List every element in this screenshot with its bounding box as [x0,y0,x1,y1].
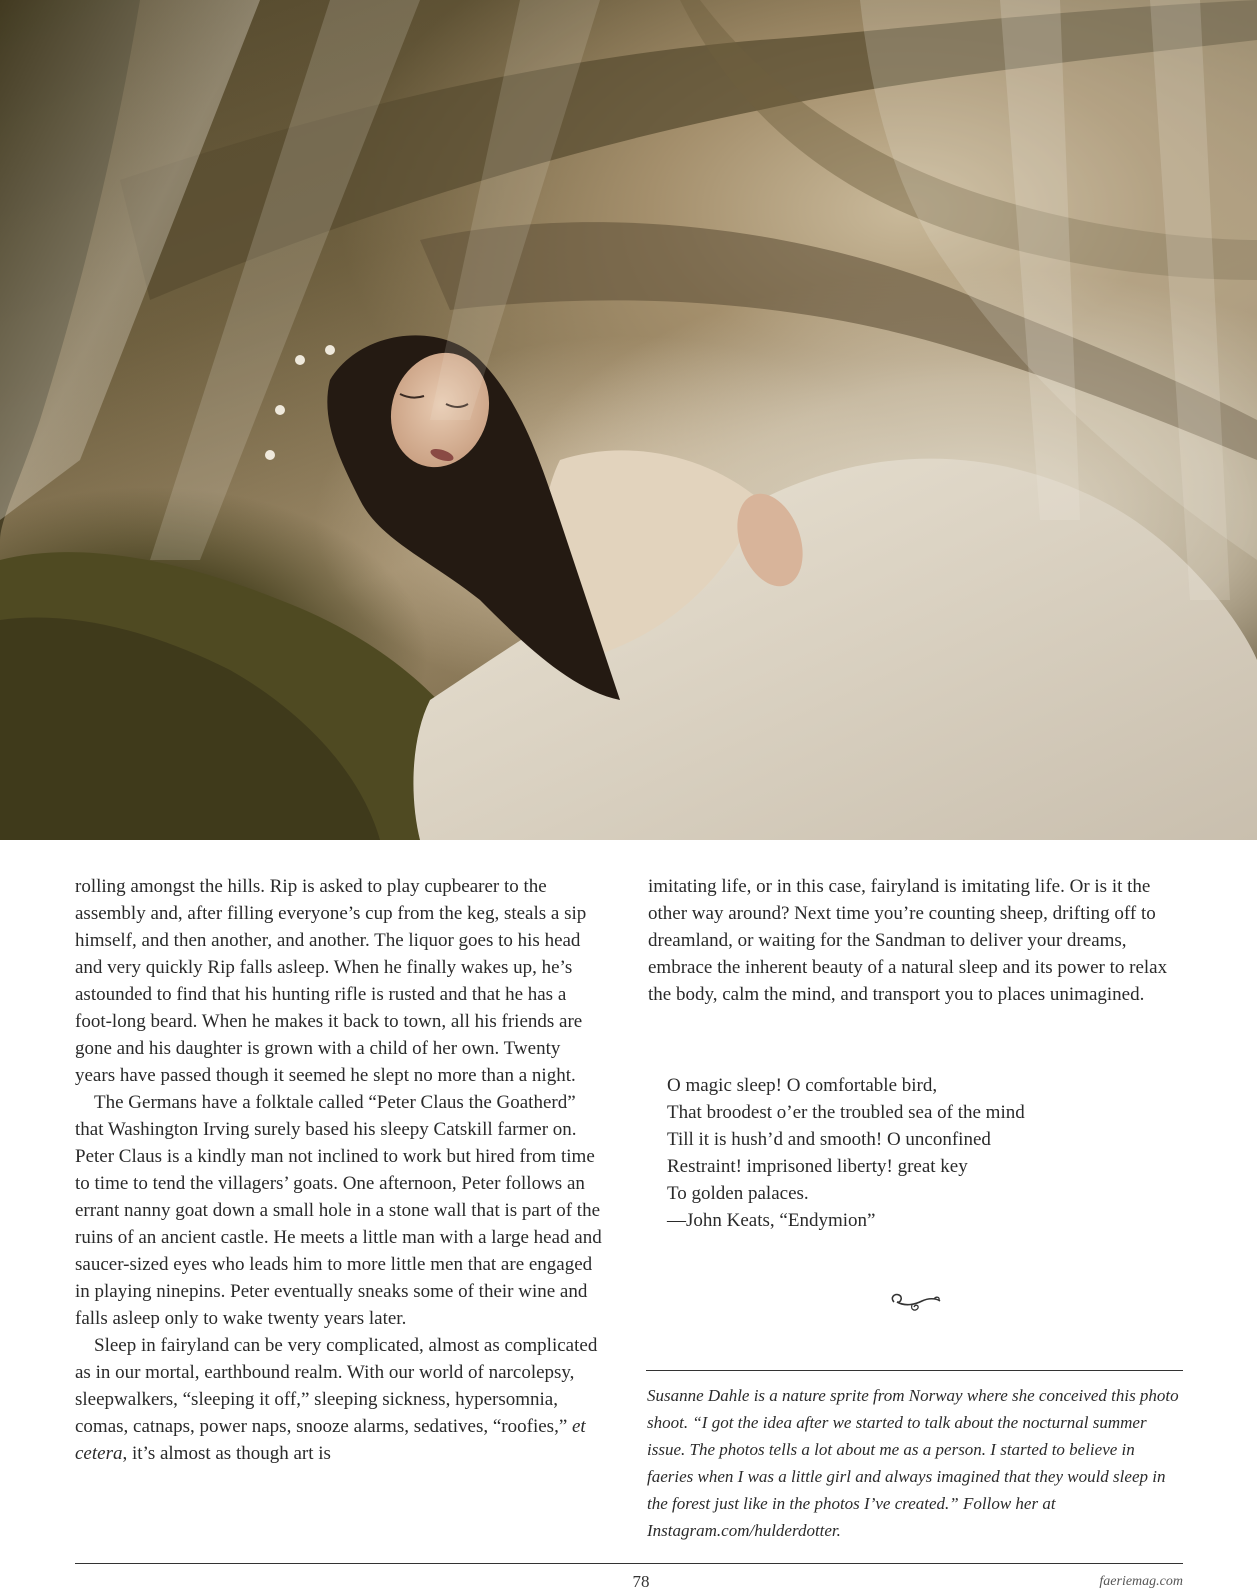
poem-block [667,1072,1167,1234]
poem-line: Till it is hush’d and smooth! O unconfined [667,1129,991,1150]
flourish-ornament-icon [888,1290,944,1314]
poem-attribution: —John Keats, “Endymion” [667,1210,876,1231]
poem-line: That broodest o’er the troubled sea of the mind [667,1102,1025,1123]
poem-line: O magic sleep! O comfortable bird, [667,1075,938,1096]
body-paragraph-2: The Germans have a folktale called “Peter Claus the Goatherd” that Washington Irving surely based his sleepy Catskill farmer on. Peter Claus is a kindly man not inclined to work but hired from time to time to tend the villagers’ goats. One afternoon, Peter follows an errant nanny goat down a small hole in a stone wall that is part of the ruins of an ancient castle. He meets a little man with a large head and saucer-sized eyes who leads him to more little men that are engaged in playing ninepins. Peter eventually sneaks some of their wine and falls asleep only to wake twenty years later. [75,1092,602,1329]
poem-line: Restraint! imprisoned liberty! great key [667,1156,968,1177]
body-paragraph-1: rolling amongst the hills. Rip is asked to play cupbearer to the assembly and, after filling everyone’s cup from the keg, steals a sip himself, and then another, and another. The liquor goes to his head and very quickly Rip falls asleep. When he finally wakes up, he’s astounded to find that his hunting rifle is rusted and that he has a foot-long beard. When he makes it back to town, all his friends are gone and his daughter is grown with a child of her own. Twenty years have passed though it seemed he slept no more than a night. [75,876,587,1086]
body-paragraph-3-end: , it’s almost as though art is [122,1443,331,1464]
body-paragraph-3 [75,1332,603,1467]
right-column [648,873,1178,1008]
body-paragraph-3-italic: et cetera [75,1416,586,1464]
author-bio: Susanne Dahle is a nature sprite from Norway where she conceived this photo shoot. “I got the idea after we started to talk about the nocturnal summer issue. The photos tells a lot about me as a person. I started to believe in faeries when I was a little girl and always imagined that they would sleep in the forest just like in the photos I’ve created.” Follow her at Instagram.com/hulderdotter. [647,1386,1179,1540]
poem-line: To golden palaces. [667,1183,809,1204]
footer-divider [75,1563,1183,1564]
bio-divider [646,1370,1183,1371]
body-paragraph-4: imitating life, or in this case, fairyland is imitating life. Or is it the other way around? Next time you’re counting sheep, drifting off to dreamland, or waiting for the Sandman to deliver your dreams, embrace the inherent beauty of a natural sleep and its power to relax the body, calm the mind, and transport you to places unimagined. [648,876,1168,1005]
site-name: faeriemag.com [1099,1574,1183,1589]
body-paragraph-3-start: Sleep in fairyland can be very complicated, almost as complicated as in our mortal, earthbound realm. With our world of narcolepsy, sleepwalkers, “sleeping it off,” sleeping sickness, hypersomnia, comas, catnaps, power naps, snooze alarms, sedatives, “roofies,” [75,1335,598,1437]
page-number: 78 [632,1572,650,1591]
left-column [75,873,603,1467]
